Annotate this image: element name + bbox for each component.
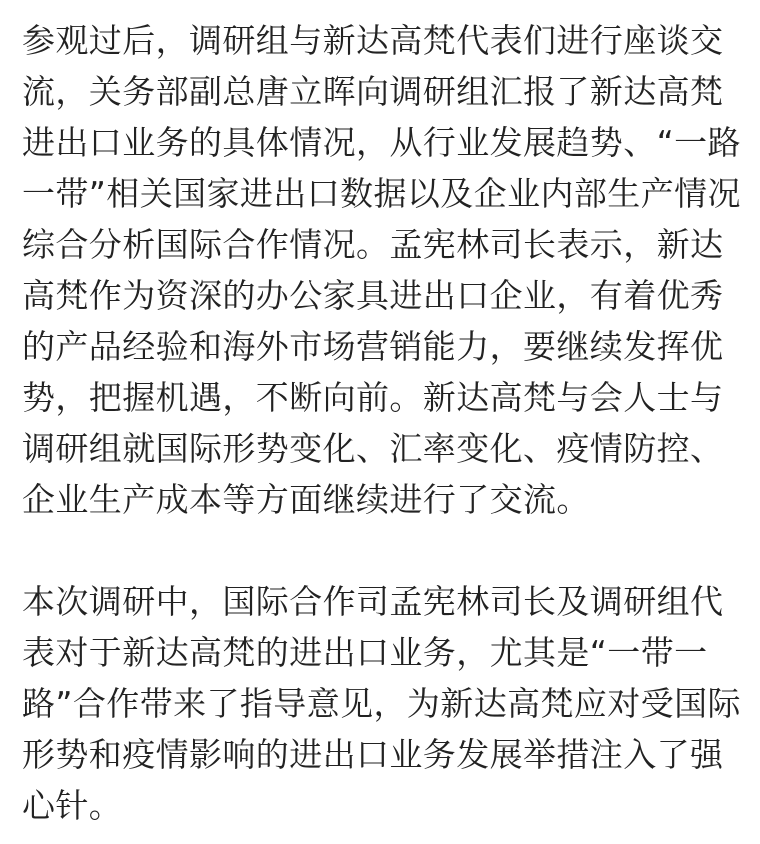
text-line: 参观过后，调研组与新达高梵代表们进行座谈交 xyxy=(22,21,724,60)
text-line: 企业生产成本等方面继续进行了交流。 xyxy=(22,480,590,519)
article-body xyxy=(22,0,740,831)
text-line: 心针。 xyxy=(22,786,123,825)
text-line: 路”合作带来了指导意见，为新达高梵应对受国际 xyxy=(22,684,741,723)
text-line: 高梵作为资深的办公家具进出口企业，有着优秀 xyxy=(22,276,724,315)
text-line: 一带”相关国家进出口数据以及企业内部生产情况 xyxy=(22,174,741,213)
text-line: 的产品经验和海外市场营销能力，要继续发挥优 xyxy=(22,327,724,366)
text-line: 形势和疫情影响的进出口业务发展举措注入了强 xyxy=(22,735,724,774)
text-line: 流，关务部副总唐立晖向调研组汇报了新达高梵 xyxy=(22,72,724,111)
text-line: 进出口业务的具体情况，从行业发展趋势、“一路 xyxy=(22,123,741,162)
text-line: 本次调研中，国际合作司孟宪林司长及调研组代 xyxy=(22,582,724,621)
text-line: 调研组就国际形势变化、汇率变化、疫情防控、 xyxy=(22,429,724,468)
paragraph-2 xyxy=(22,576,740,831)
text-line: 表对于新达高梵的进出口业务，尤其是“一带一 xyxy=(22,633,708,672)
text-line: 综合分析国际合作情况。孟宪林司长表示，新达 xyxy=(22,225,724,264)
paragraph-1 xyxy=(22,0,740,525)
text-line: 势，把握机遇，不断向前。新达高梵与会人士与 xyxy=(22,378,724,417)
